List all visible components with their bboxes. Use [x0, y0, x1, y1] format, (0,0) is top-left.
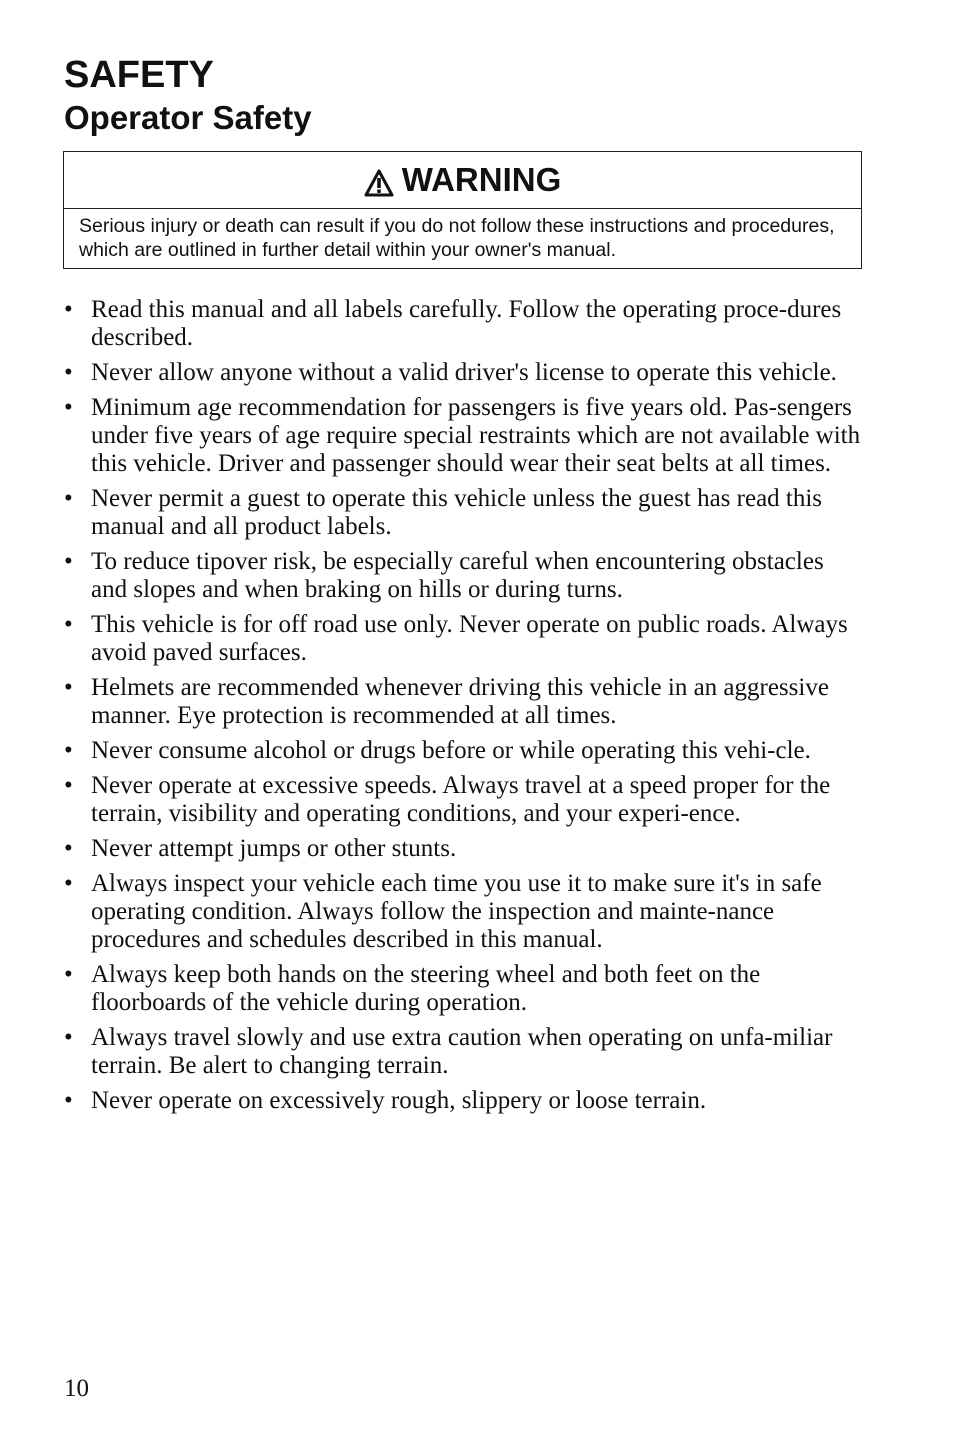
list-item-text: Never permit a guest to operate this vehicle unless the guest has read this manual and all product labels. [91, 485, 823, 540]
list-item-text: Read this manual and all labels carefully. Follow the operating proce-dures described. [91, 296, 842, 351]
bullet-icon: • [64, 548, 73, 575]
list-item-text: Never attempt jumps or other stunts. [91, 835, 457, 862]
warning-triangle-icon [364, 167, 394, 195]
list-item [64, 359, 864, 387]
bullet-icon: • [64, 359, 73, 386]
bullet-icon: • [64, 772, 73, 799]
list-item-text: Always keep both hands on the steering wheel and both feet on the floorboards of the vehicle during operation. [91, 961, 761, 1016]
list-item [64, 870, 864, 954]
warning-text: Serious injury or death can result if you do not follow these instructions and procedures, which are outlined in further detail within your owner's manual. [79, 215, 835, 261]
list-item [64, 961, 864, 1017]
bullet-icon: • [64, 835, 73, 862]
list-item [64, 548, 864, 604]
list-item [64, 835, 864, 863]
list-item [64, 772, 864, 828]
bullet-icon: • [64, 737, 73, 764]
page-number: 10 [64, 1375, 89, 1402]
list-item-text: Always travel slowly and use extra caution when operating on unfa-miliar terrain. Be alert to changing terrain. [91, 1024, 833, 1079]
bullet-icon: • [64, 611, 73, 638]
warning-label: WARNING [401, 161, 562, 198]
warning-box [63, 151, 862, 269]
list-item [64, 394, 864, 478]
list-item [64, 1087, 864, 1115]
list-item-text: Never allow anyone without a valid driver's license to operate this vehicle. [91, 359, 837, 386]
bullet-icon: • [64, 485, 73, 512]
list-item-text: Helmets are recommended whenever driving this vehicle in an aggressive manner. Eye protection is recommended at all times. [91, 674, 829, 729]
list-item [64, 737, 864, 765]
list-item-text: This vehicle is for off road use only. Never operate on public roads. Always avoid paved surfaces. [91, 611, 848, 666]
bullet-icon: • [64, 296, 73, 323]
list-item-text: To reduce tipover risk, be especially careful when encountering obstacles and slopes and when braking on hills or during turns. [91, 548, 824, 603]
warning-header [64, 152, 861, 209]
bullet-icon: • [64, 961, 73, 988]
list-item [64, 296, 864, 352]
bullet-icon: • [64, 394, 73, 421]
list-item [64, 1024, 864, 1080]
list-item [64, 674, 864, 730]
bullet-icon: • [64, 870, 73, 897]
safety-bullet-list [64, 296, 864, 1122]
list-item-text: Never operate on excessively rough, slippery or loose terrain. [91, 1087, 707, 1114]
list-item [64, 611, 864, 667]
list-item-text: Never consume alcohol or drugs before or while operating this vehi-cle. [91, 737, 811, 764]
list-item-text: Minimum age recommendation for passengers is five years old. Pas-sengers under five years of age require special restraints which are not available with this vehicle. Driver and passenger should wear their seat belts at all times. [91, 394, 861, 477]
bullet-icon: • [64, 1024, 73, 1051]
section-title: Operator Safety [64, 99, 312, 136]
list-item [64, 485, 864, 541]
bullet-icon: • [64, 674, 73, 701]
bullet-icon: • [64, 1087, 73, 1114]
list-item-text: Always inspect your vehicle each time you use it to make sure it's in safe operating condition. Always follow the inspection and mainte-nance procedures and schedules described in this manual. [91, 870, 822, 953]
page-title: SAFETY [64, 54, 214, 96]
list-item-text: Never operate at excessive speeds. Always travel at a speed proper for the terrain, visibility and operating conditions, and your experi-ence. [91, 772, 831, 827]
